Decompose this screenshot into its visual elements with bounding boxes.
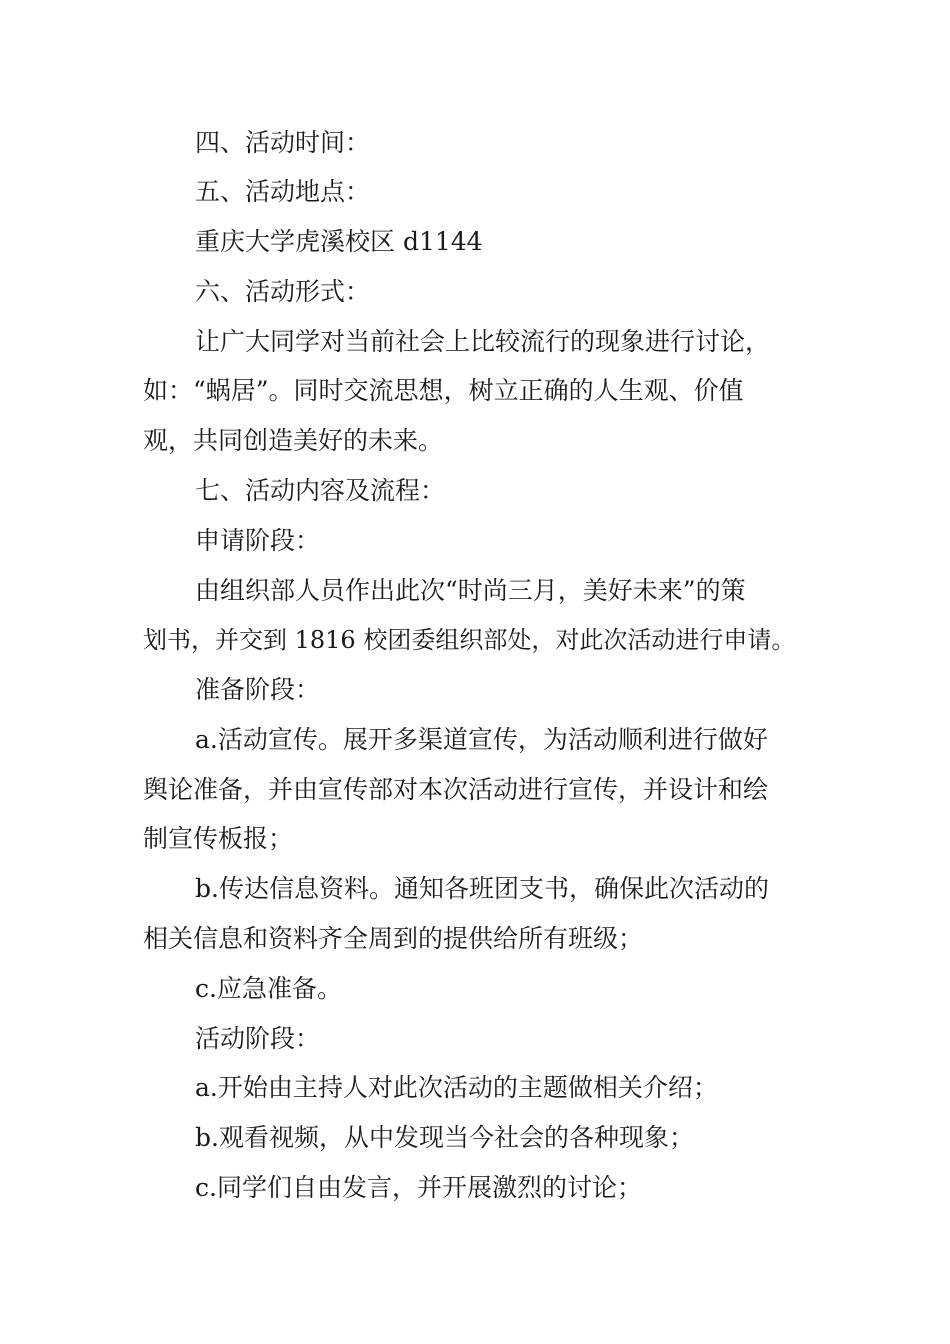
- section-heading-form: 六、活动形式：: [195, 277, 371, 306]
- subheading-preparation: 准备阶段：: [195, 675, 321, 704]
- list-item: a.活动宣传。展开多渠道宣传，为活动顺利进行做好: [195, 725, 768, 754]
- list-item: b.观看视频，从中发现当今社会的各种现象；: [195, 1123, 694, 1152]
- list-item: a.开始由主持人对此次活动的主题做相关介绍；: [195, 1073, 718, 1102]
- subheading-application: 申请阶段：: [195, 526, 321, 555]
- section-heading-location: 五、活动地点：: [195, 177, 371, 206]
- subheading-activity: 活动阶段：: [195, 1024, 321, 1053]
- list-item-continuation: 舆论准备，并由宣传部对本次活动进行宣传，并设计和绘: [143, 775, 769, 804]
- section-heading-time: 四、活动时间：: [195, 128, 371, 157]
- paragraph-line: 如：“蜗居”。同时交流思想，树立正确的人生观、价值: [143, 376, 744, 405]
- list-item: c.同学们自由发言，并开展激烈的讨论；: [195, 1173, 642, 1202]
- list-item: c.应急准备。: [195, 974, 342, 1003]
- list-item: b.传达信息资料。通知各班团支书，确保此次活动的: [195, 874, 769, 903]
- section-heading-content: 七、活动内容及流程：: [195, 476, 446, 505]
- paragraph-line: 观，共同创造美好的未来。: [143, 426, 444, 455]
- location-text: 重庆大学虎溪校区 d1144: [195, 227, 483, 256]
- paragraph-line: 让广大同学对当前社会上比较流行的现象进行讨论，: [195, 327, 771, 356]
- list-item-continuation: 制宣传板报；: [143, 824, 294, 853]
- list-item-continuation: 相关信息和资料齐全周到的提供给所有班级；: [143, 924, 644, 953]
- paragraph-line: 划书，并交到 1816 校团委组织部处，对此次活动进行申请。: [143, 626, 796, 654]
- paragraph-line: 由组织部人员作出此次“时尚三月，美好未来”的策: [195, 576, 746, 605]
